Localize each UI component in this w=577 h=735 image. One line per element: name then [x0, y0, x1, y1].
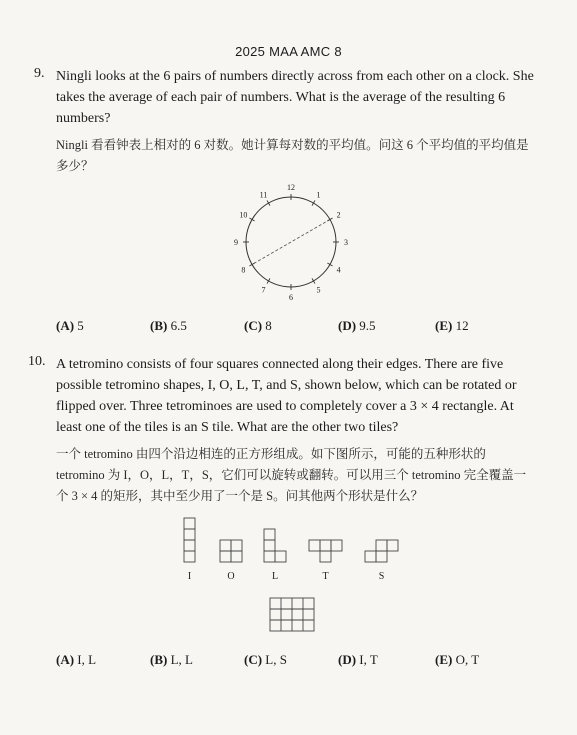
shape-label-i: I [187, 571, 192, 582]
problem-text: A tetromino consists of four squares connected along their edges. There are five possible tetromino shapes, I, O, L, T, and S, shown below, which can be rotated or flipped over. Three tetrominoes are used to completely cover a 3 × 4 rectangle. At least one of the tiles is an S tile. What are the other two tiles? [56, 357, 517, 435]
choice-value: I, L [77, 652, 97, 667]
clock-number: 9 [234, 238, 238, 247]
clock-tick [327, 263, 332, 266]
clock-tick [267, 200, 270, 205]
clock-tick [249, 218, 254, 221]
choice-value: 9.5 [359, 318, 376, 333]
tetromino-o [220, 540, 242, 562]
choice-value: 12 [455, 318, 469, 333]
clock-number: 11 [259, 190, 268, 200]
choice-10-a[interactable] [56, 652, 96, 668]
clock-tick [312, 278, 315, 283]
clock-number: 6 [289, 293, 293, 302]
choice-9-b[interactable] [150, 318, 187, 334]
clock-number: 7 [261, 285, 266, 295]
choice-value: 8 [265, 318, 272, 333]
shape-label-l: L [271, 571, 279, 582]
choice-label: (D) [338, 318, 357, 333]
choice-label: (C) [244, 318, 263, 333]
choice-9-e[interactable] [435, 318, 469, 334]
choice-10-d[interactable] [338, 652, 378, 668]
choice-10-e[interactable] [435, 652, 479, 668]
tetromino-diagram [170, 510, 430, 640]
choice-9-c[interactable] [244, 318, 272, 334]
choice-label: (B) [150, 652, 168, 667]
choice-label: (E) [435, 318, 453, 333]
clock-tick [267, 278, 270, 283]
choice-value: O, T [455, 652, 480, 667]
choice-label: (A) [56, 318, 75, 333]
problem-text-zh: 一个 tetromino 由四个沿边相连的正方形组成。如下图所示，可能的五种形状的 tetromino 为 I，O，L，T，S，它们可以旋转或翻转。可以用三个 tetromino 完全覆盖一个 3 × 4 的矩形，其中至少用了一个是 S。问其他两个形状是什么？ [56, 447, 527, 503]
problem-text-zh: Ningli 看看钟表上相对的 6 对数。她计算每对数的平均值。问这 6 个平均值的平均值是多少？ [56, 138, 529, 173]
tetromino-t [309, 540, 342, 562]
rectangle-3x4 [270, 598, 314, 631]
clock-number: 12 [287, 183, 295, 192]
clock-number: 4 [336, 265, 341, 275]
shape-label-o: O [227, 571, 235, 582]
choice-label: (B) [150, 318, 168, 333]
choice-value: 5 [77, 318, 84, 333]
problem-text: Ningli looks at the 6 pairs of numbers directly across from each other on a clock. She takes the average of each pair of numbers. What is the average of the resulting 6 numbers? [56, 69, 534, 126]
clock-tick [327, 218, 332, 221]
shape-label-s: S [378, 571, 385, 582]
problem-10 [28, 354, 534, 507]
choice-label: (A) [56, 652, 75, 667]
choice-value: I, T [359, 652, 378, 667]
clock-diagram [231, 182, 351, 302]
clock-tick [249, 263, 254, 266]
choice-10-c[interactable] [244, 652, 287, 668]
clock-number: 5 [316, 285, 321, 295]
page-header: 2025 MAA AMC 8 [235, 44, 342, 59]
problem-number: 10. [28, 354, 46, 369]
tetromino-l [264, 529, 286, 562]
tetromino-s [365, 540, 398, 562]
choice-10-b[interactable] [150, 652, 193, 668]
choice-value: L, S [265, 652, 287, 667]
shape-label-t: T [322, 571, 329, 582]
clock-number: 1 [316, 190, 321, 200]
clock-number: 2 [336, 210, 341, 220]
choice-label: (E) [435, 652, 453, 667]
choice-label: (D) [338, 652, 357, 667]
tetromino-i [184, 518, 195, 562]
clock-number: 3 [344, 238, 348, 247]
choice-value: 6.5 [170, 318, 187, 333]
choice-value: L, L [170, 652, 193, 667]
problem-9 [34, 66, 534, 177]
diameter-2-8 [252, 220, 330, 265]
choice-9-a[interactable] [56, 318, 84, 334]
clock-tick [312, 200, 315, 205]
clock-number: 8 [241, 265, 246, 275]
choice-label: (C) [244, 652, 263, 667]
problem-number: 9. [34, 66, 45, 81]
clock-number: 10 [239, 210, 248, 220]
choice-9-d[interactable] [338, 318, 376, 334]
